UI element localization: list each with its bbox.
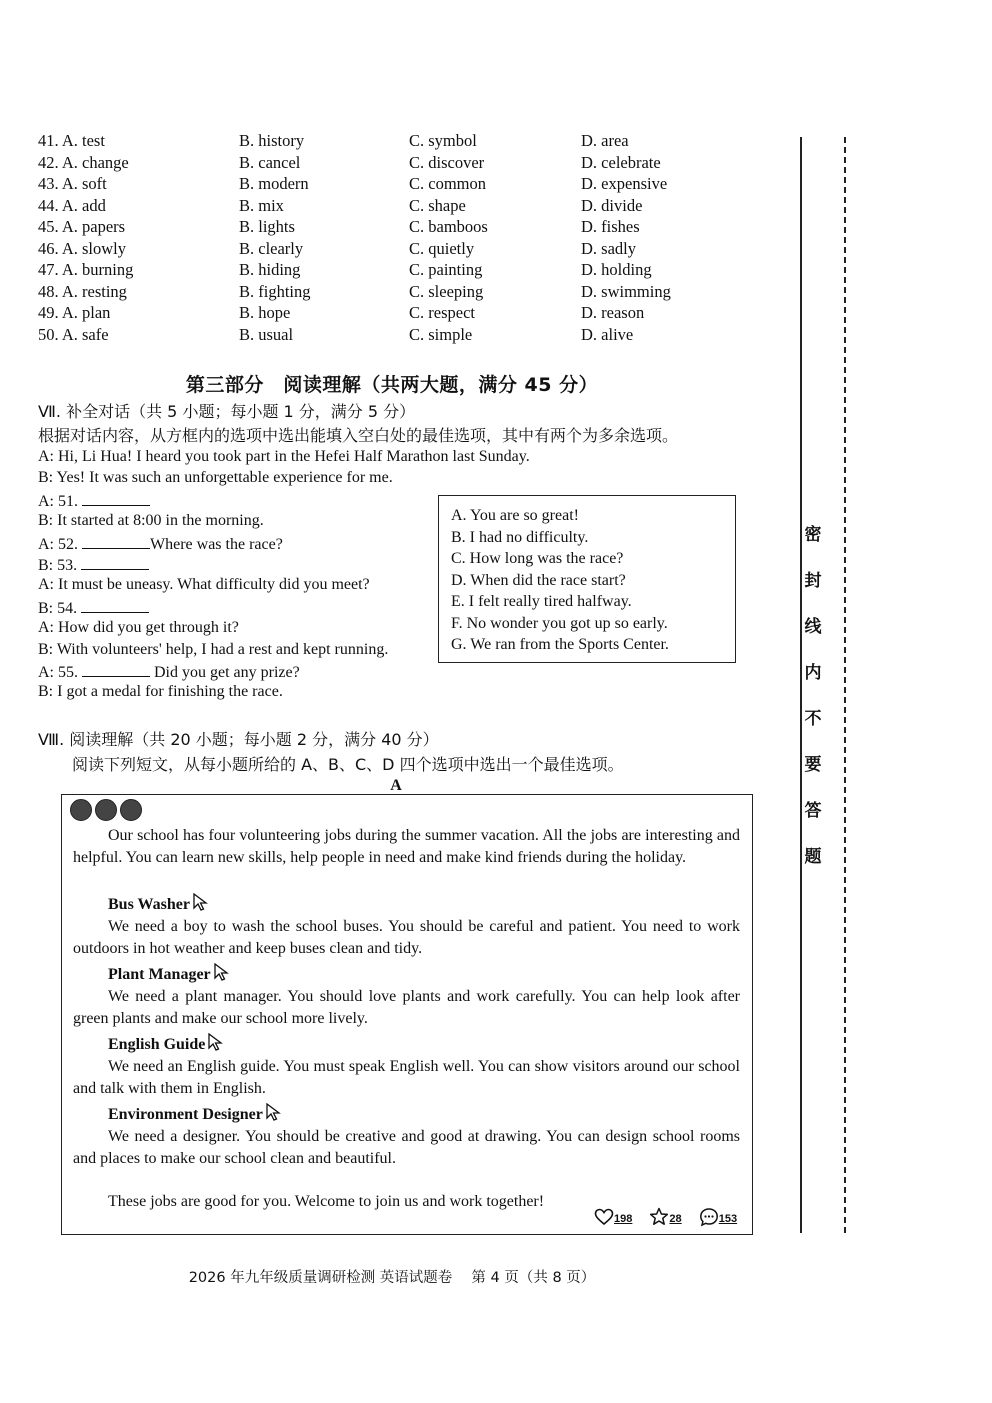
option-a [38,152,129,173]
part-title: 第三部分 阅读理解（共两大题，满分 45 分） [185,374,599,396]
dialogue-line [38,532,283,555]
dialogue-line [38,617,239,638]
job-description: We need a designer. You should be creative and good at drawing. You can design school rooms and places to make our school clean and beautiful. [73,1128,740,1167]
option-c: C. simple [409,324,473,344]
dialogue-text: B: 53. [38,557,82,574]
option-a-text: A. test [61,131,105,150]
section8-title: Ⅷ. 阅读理解（共 20 小题；每小题 2 分，满分 40 分） [38,730,439,749]
question-number: 46. [38,238,62,258]
dialogue-text: Where was the race? [150,535,283,553]
option-a-text: A. resting [61,281,127,301]
dialogue-text: A: Hi, Li Hua! I heard you took part in the Hefei Half Marathon last Sunday. [38,448,530,465]
dialogue-text: A: It must be uneasy. What difficulty did you meet? [38,576,370,594]
job-title [108,1033,223,1054]
pointer-cursor-icon [192,893,208,911]
option-b: B. mix [239,195,284,215]
seal-dashed-line [844,137,846,1233]
option-c: C. respect [409,303,475,322]
job-description: We need a plant manager. You should love plants and work carefully. You can help look after green plants and make our school more lively. [73,988,740,1027]
post-stats [594,1207,751,1227]
dialogue-line [38,446,530,467]
option-d: D. celebrate [581,152,661,172]
option-item: D. When did the race start? [451,571,626,589]
dialogue-line [38,510,264,531]
passage-label: A [390,777,402,794]
option-d: D. expensive [581,174,668,193]
dialogue-text: B: It started at 8:00 in the morning. [38,512,264,530]
option-a-text: A. soft [61,174,107,193]
option-a-text: A. add [61,195,106,215]
option-b: B. cancel [239,152,301,172]
answer-blank[interactable] [82,660,150,677]
option-c: C. discover [409,152,485,172]
dialogue-line [38,489,150,512]
option-item: A. You are so great! [451,507,579,524]
option-b: B. history [239,131,305,150]
option-item: C. How long was the race? [451,550,624,567]
question-number: 49. [38,303,62,322]
dot-icon [95,799,117,821]
option-c: C. bamboos [409,217,488,236]
seal-char: 线 [804,617,822,637]
option-a [38,281,127,302]
dialogue-text: Did you get any prize? [150,664,300,681]
answer-blank[interactable] [81,553,149,570]
passage-closing: These jobs are good for you. Welcome to join us and work together! [108,1193,545,1210]
option-d: D. alive [581,324,634,344]
dialogue-line [38,639,388,660]
job-description: We need an English guide. You must speak English well. You can show visitors around our school and talk with them in English. [73,1058,740,1097]
option-a [38,302,110,323]
dialogue-text: A: How did you get through it? [38,619,239,637]
option-b: B. lights [239,217,295,236]
option-item: E. I felt really tired halfway. [451,593,632,610]
pointer-cursor-icon [265,1103,281,1121]
dot-icon [120,799,142,821]
dialogue-line [38,681,283,702]
option-a-text: A. slowly [61,238,127,258]
question-number: 50. [38,324,62,344]
option-b: B. fighting [239,281,311,301]
option-a-text: A. safe [61,324,109,344]
seal-char: 答 [804,801,822,821]
option-d: D. divide [581,195,643,215]
seal-char: 内 [804,663,822,683]
option-a-text: A. change [61,152,129,172]
option-b: B. modern [239,174,309,193]
job-title [108,963,229,984]
dialogue-line [38,574,370,595]
dot-icon [70,799,92,821]
question-number: 48. [38,281,62,301]
answer-blank[interactable] [81,596,149,613]
passage-intro: Our school has four volunteering jobs during the summer vacation. All the jobs are interesting and helpful. You can learn new skills, help people in need and make kind friends during the holiday. [73,827,740,866]
job-title [108,1103,281,1124]
comments-count: 153 [718,1213,738,1225]
option-b: B. usual [239,324,294,344]
pointer-cursor-icon [207,1033,223,1051]
dialogue-text: B: 54. [38,599,82,617]
question-number: 44. [38,195,62,215]
option-b: B. clearly [239,238,304,258]
answer-blank[interactable] [82,532,150,549]
option-c: C. painting [409,260,483,279]
section8-instruction: 阅读下列短文，从每小题所给的 A、B、C、D 四个选项中选出一个最佳选项。 [72,755,624,774]
answer-blank[interactable] [82,489,150,506]
dialogue-text: B: Yes! It was such an unforgettable experience for me. [38,469,393,487]
job-title-text: Bus Washer [108,896,190,913]
option-a [38,216,125,237]
likes-count: 198 [614,1213,633,1225]
option-a [38,130,105,151]
dialogue-text: B: With volunteers' help, I had a rest and kept running. [38,640,389,658]
question-number: 47. [38,260,62,279]
option-d: D. holding [581,260,652,279]
question-number: 43. [38,174,62,193]
section7-instruction: 根据对话内容，从方框内的选项中选出能填入空白处的最佳选项，其中有两个为多余选项。 [38,426,679,445]
dialogue-text: A: 55. [38,664,82,681]
dialogue-line [38,596,149,619]
seal-char: 要 [804,755,822,775]
window-dots [70,799,145,826]
option-b: B. hiding [239,260,301,279]
option-a-text: A. papers [61,217,126,236]
star-icon[interactable] [649,1207,669,1227]
option-a [38,195,106,216]
question-number: 45. [38,217,62,236]
option-b: B. hope [239,303,291,322]
option-box [438,495,736,663]
option-d: D. sadly [581,238,636,258]
section7-title: Ⅶ. 补全对话（共 5 小题；每小题 1 分，满分 5 分） [38,402,416,421]
option-c: C. shape [409,195,466,215]
option-c: C. symbol [409,131,477,150]
option-a [38,173,107,194]
option-a [38,259,133,280]
seal-char: 封 [804,571,822,591]
option-c: C. sleeping [409,281,484,301]
seal-char: 密 [804,525,822,545]
question-number: 41. [38,131,62,150]
job-title-text: Environment Designer [108,1106,263,1123]
option-c: C. quietly [409,238,475,258]
option-item: F. No wonder you got up so early. [451,614,668,632]
option-a [38,238,126,259]
option-a-text: A. plan [61,303,111,322]
dialogue-text: A: 52. [38,535,82,553]
pointer-cursor-icon [213,963,229,981]
page-footer: 2026 年九年级质量调研检测 英语试题卷 第 4 页（共 8 页） [188,1270,596,1286]
seal-char: 题 [804,847,822,867]
option-c: C. common [409,174,486,193]
comment-icon[interactable] [699,1207,719,1227]
dialogue-text: A: 51. [38,492,82,510]
job-title-text: English Guide [108,1036,206,1053]
dialogue-text: B: I got a medal for finishing the race. [38,683,283,701]
option-d: D. swimming [581,281,671,301]
heart-icon[interactable] [594,1207,614,1227]
stars-count: 28 [669,1213,682,1225]
option-a [38,324,109,345]
option-d: D. reason [581,303,645,322]
dialogue-line [38,660,300,683]
option-d: D. fishes [581,217,640,236]
option-item: G. We ran from the Sports Center. [451,636,669,653]
option-d: D. area [581,131,629,150]
job-title [108,893,208,914]
job-description: We need a boy to wash the school buses. You should be careful and patient. You need to work outdoors in hot weather and keep buses clean and tidy. [73,918,740,957]
dialogue-line [38,553,149,576]
job-title-text: Plant Manager [108,966,211,983]
option-item: B. I had no difficulty. [451,528,589,546]
seal-char: 不 [804,709,822,729]
question-number: 42. [38,152,62,172]
seal-notice [802,524,824,892]
option-a-text: A. burning [61,260,134,279]
dialogue-line [38,467,393,488]
